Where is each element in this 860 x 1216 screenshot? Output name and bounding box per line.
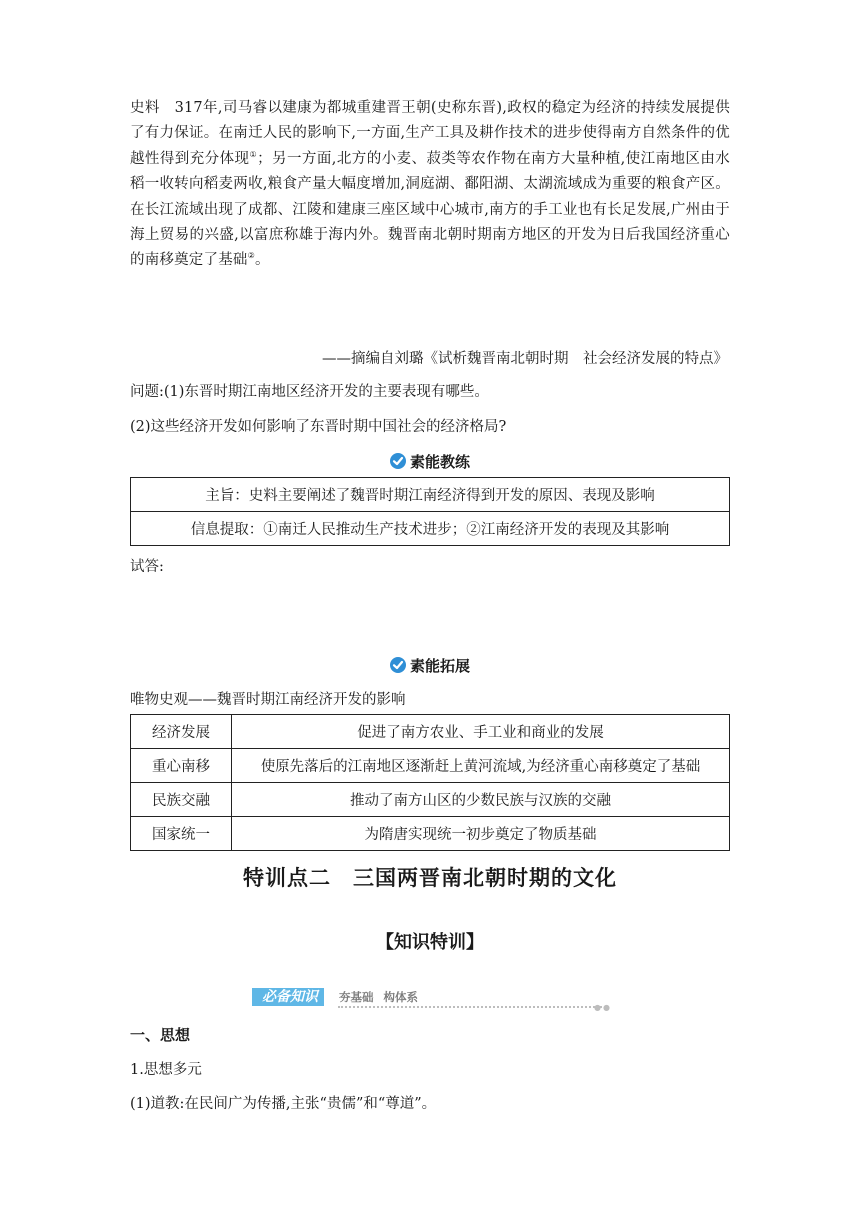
banner-tag: 必备知识	[252, 988, 324, 1006]
extension-table	[130, 714, 730, 851]
banner-dots-icon: ●●	[594, 1003, 612, 1012]
practice-info-cell: 信息提取：①南迁人民推动生产技术进步；②江南经济开发的表现及其影响	[131, 512, 730, 546]
source-text-part2: ；另一方面,北方的小麦、菽类等农作物在南方大量种植,使江南地区由水稻一收转向稻麦两收,粮食产量大幅度增加,洞庭湖、鄱阳湖、太湖流域成为重要的粮食产区。在长江流域出现了成都、江陵和建康三座区域中心城市,南方的手工业也有长足发展,广州由于海上贸易的兴盛,以富庶称雄于海内外。魏晋南北朝时期南方地区的开发为日后我国经济重心的南移奠定了基础	[130, 150, 730, 269]
knowledge-title: 【知识特训】	[376, 932, 484, 953]
footnote-marker-2: ②	[247, 251, 255, 261]
source-paragraph	[130, 96, 730, 274]
table-row	[131, 749, 730, 783]
item-1: (1)道教:在民间广为传播,主张“贵儒”和“尊道”。	[130, 1096, 437, 1112]
table-row	[131, 783, 730, 817]
knowledge-banner	[252, 986, 612, 1010]
practice-heading	[0, 451, 860, 472]
extension-heading-text: 素能拓展	[409, 657, 470, 675]
citation: ——摘编自刘璐《试析魏晋南北朝时期 社会经济发展的特点》	[322, 351, 728, 367]
source-text-part3: 。	[254, 252, 270, 269]
row-value: 为隋唐实现统一初步奠定了物质基础	[232, 817, 730, 851]
extension-intro: 唯物史观——魏晋时期江南经济开发的影响	[130, 692, 406, 708]
table-row	[131, 817, 730, 851]
question-1: 问题:(1)东晋时期江南地区经济开发的主要表现有哪些。	[130, 384, 489, 400]
banner-subtitle: 夯基础 构体系	[339, 990, 419, 1004]
row-key: 国家统一	[131, 817, 232, 851]
row-value: 使原先落后的江南地区逐渐赶上黄河流域,为经济重心南移奠定了基础	[232, 749, 730, 783]
row-value: 推动了南方山区的少数民族与汉族的交融	[232, 783, 730, 817]
table-row	[131, 715, 730, 749]
table-row	[131, 478, 730, 512]
practice-table	[130, 477, 730, 546]
practice-heading-text: 素能教练	[409, 453, 470, 471]
answer-label: 试答:	[130, 559, 164, 575]
heading-thought: 一、思想	[130, 1026, 191, 1044]
row-key: 经济发展	[131, 715, 232, 749]
footnote-marker-1: ①	[249, 149, 258, 159]
section-title: 特训点二 三国两晋南北朝时期的文化	[243, 866, 617, 890]
sub-heading: 1.思想多元	[130, 1062, 202, 1078]
check-icon	[390, 453, 406, 469]
banner-divider	[338, 1006, 602, 1008]
question-2: (2)这些经济开发如何影响了东晋时期中国社会的经济格局?	[130, 419, 507, 435]
table-row	[131, 512, 730, 546]
row-key: 重心南移	[131, 749, 232, 783]
extension-heading	[0, 655, 860, 676]
row-key: 民族交融	[131, 783, 232, 817]
source-text-part1: 史料 317年,司马睿以建康为都城重建晋王朝(史称东晋),政权的稳定为经济的持续发展提供了有力保证。在南迁人民的影响下,一方面,生产工具及耕作技术的进步使得南方自然条件的优越性得到充分体现	[130, 100, 730, 167]
practice-theme-cell: 主旨：史料主要阐述了魏晋时期江南经济得到开发的原因、表现及影响	[131, 478, 730, 512]
check-icon	[390, 657, 406, 673]
row-value: 促进了南方农业、手工业和商业的发展	[232, 715, 730, 749]
